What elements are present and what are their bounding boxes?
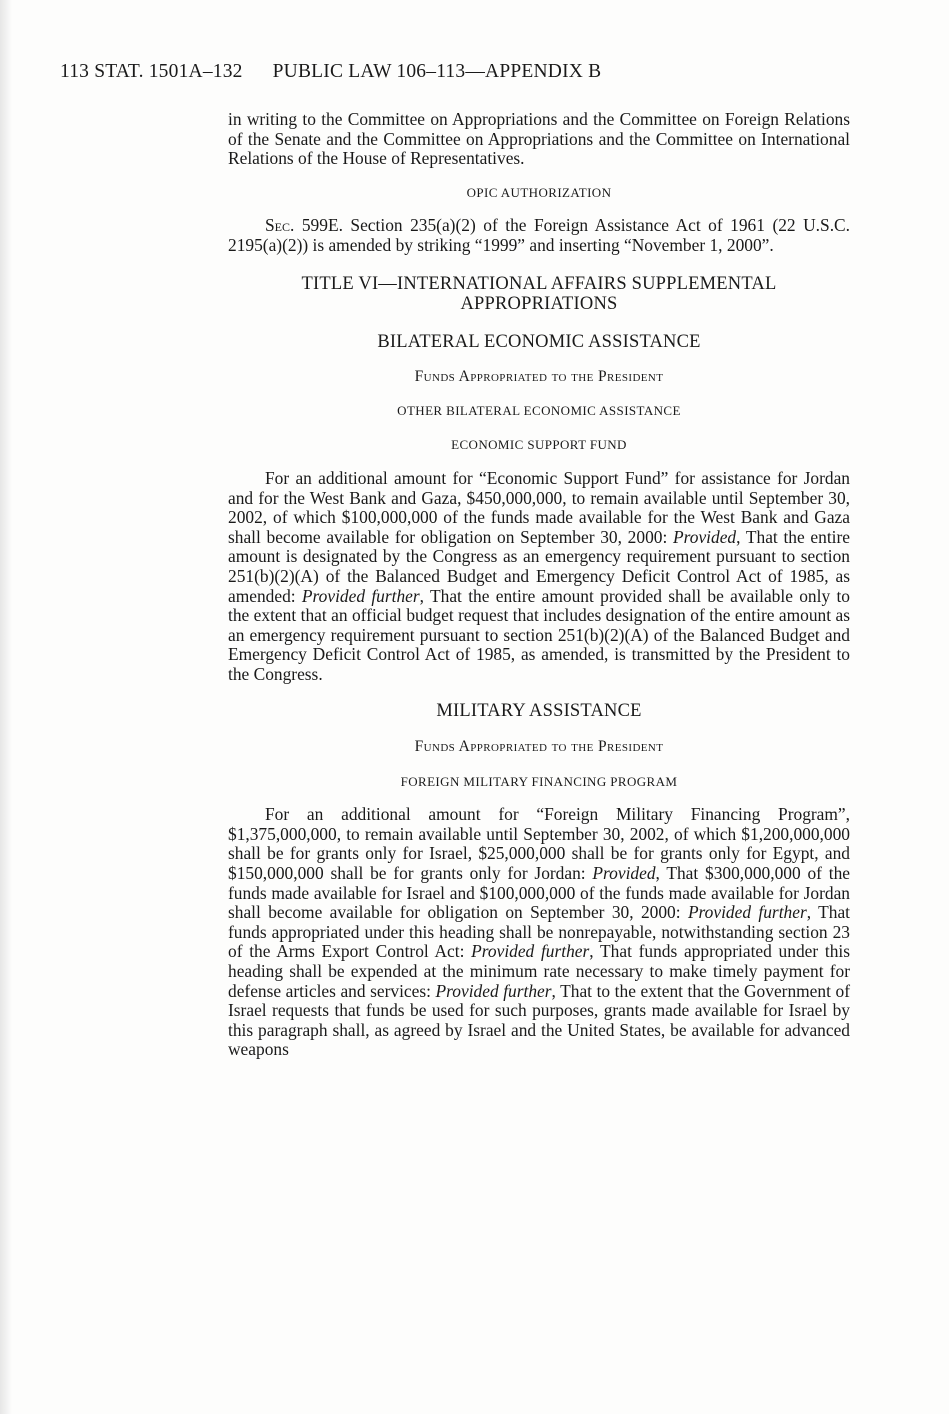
- esf-text-2: , That the entire amount is designated by the Congress as an emergency requirement pursuant to section 251(b)(2)(A) of the Balanced Budget and Emergency Deficit Control Act of 1985, as amended:: [228, 526, 850, 606]
- section-599e-text: 599E. Section 235(a)(2) of the Foreign Assistance Act of 1961 (22 U.S.C. 2195(a)(2)) is amended by striking “1999” and inserting “November 1, 2000”.: [228, 215, 850, 255]
- economic-support-fund-heading: ECONOMIC SUPPORT FUND: [451, 437, 627, 453]
- page-edge-shadow: [0, 0, 12, 1414]
- fmf-program-heading: FOREIGN MILITARY FINANCING PROGRAM: [400, 773, 678, 789]
- esf-proviso-2: Provided further: [301, 585, 420, 606]
- statute-citation: 113 STAT. 1501A–132: [60, 61, 243, 82]
- section-label: Sec.: [265, 215, 295, 236]
- economic-support-fund-paragraph: [228, 469, 850, 685]
- fmf-proviso-1: Provided: [592, 863, 656, 884]
- section-599e-paragraph: [228, 216, 850, 255]
- fmf-proviso-4: Provided further: [435, 980, 552, 1001]
- fmf-text-5: , That to the extent that the Government of Israel requests that funds be used for such purposes, grants made available for Israel by this paragraph shall, as agreed by Israel and the United States, be available for advanced weapons: [228, 980, 850, 1060]
- running-header: [60, 61, 601, 83]
- bilateral-subheading: Funds Appropriated to the President: [414, 368, 664, 386]
- esf-text-1: For an additional amount for “Economic Support Fund” for assistance for Jordan and for the West Bank and Gaza, $450,000,000, to remain available until September 30, 2002, of which $100,000,000 of the funds made available for the West Bank and Gaza shall become available for obligation on September 30, 2000:: [228, 467, 850, 547]
- fmf-proviso-3: Provided further: [471, 941, 590, 962]
- opic-heading: OPIC AUTHORIZATION: [466, 184, 612, 200]
- fmf-text-3: , That funds appropriated under this heading shall be nonrepayable, notwithstanding section 23 of the Arms Export Control Act:: [228, 902, 850, 962]
- document-body: [228, 110, 850, 1060]
- military-subheading: Funds Appropriated to the President: [414, 738, 664, 756]
- fmf-proviso-2: Provided further: [687, 902, 807, 923]
- fmf-text-1: For an additional amount for “Foreign Military Financing Program”, $1,375,000,000, to remain available until September 30, 2002, of which $1,200,000,000 shall be for grants only for Israel, $25,000,000 shall be for grants only for Egypt, and $150,000,000 shall be for grants only for Jordan:: [228, 804, 850, 884]
- fmf-text-2: , That $300,000,000 of the funds made available for Israel and $100,000,000 of the funds made available for Jordan shall become available for obligation on September 30, 2000:: [228, 863, 850, 923]
- intro-paragraph: in writing to the Committee on Appropriations and the Committee on Foreign Relations of the Senate and the Committee on Appropriations and the Committee on International Relations of the House of Representatives.: [228, 109, 850, 169]
- fmf-text-4: , That funds appropriated under this heading shall be expended at the minimum rate necessary to make timely payment for defense articles and services:: [228, 941, 850, 1001]
- title-vi-line-1: TITLE VI—INTERNATIONAL AFFAIRS SUPPLEMENTAL: [301, 273, 777, 294]
- public-law-title: PUBLIC LAW 106–113—APPENDIX B: [272, 61, 602, 82]
- fmf-paragraph: [228, 805, 850, 1060]
- military-heading: MILITARY ASSISTANCE: [436, 701, 642, 722]
- esf-text-3: , That the entire amount provided shall be available only to the extent that an official budget request that includes designation of the entire amount as an emergency requirement pursuant to section 251(b)(2)(A) of the Balanced Budget and Emergency Deficit Control Act of 1985, as amended, is transmitted by the President to the Congress.: [228, 585, 850, 684]
- title-vi-line-2: APPROPRIATIONS: [460, 293, 618, 314]
- bilateral-category: OTHER BILATERAL ECONOMIC ASSISTANCE: [397, 402, 681, 418]
- title-vi-heading: [228, 274, 850, 314]
- bilateral-heading: BILATERAL ECONOMIC ASSISTANCE: [377, 331, 701, 352]
- esf-proviso-1: Provided: [673, 526, 737, 547]
